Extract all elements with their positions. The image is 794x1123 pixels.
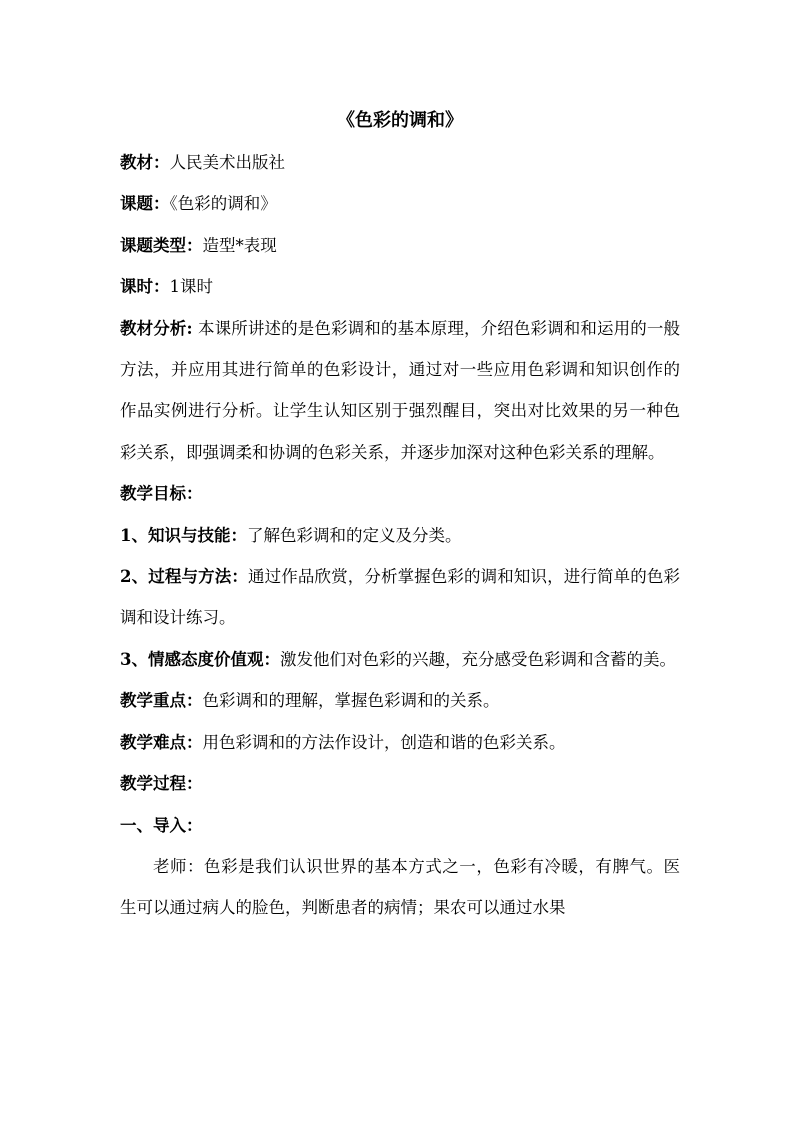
field-label: 教材： — [120, 153, 170, 172]
objective-text: 通过作品欣赏，分析掌握色彩的调和知识，进行简单的色彩调和设计练习。 — [120, 567, 681, 628]
field-class-hours — [120, 266, 680, 307]
analysis-label: 教材分析: — [120, 318, 193, 338]
objective-item — [120, 556, 680, 639]
objective-label: 3、情感态度价值观： — [120, 649, 280, 669]
objective-item — [120, 515, 680, 556]
difficulty-label: 教学难点： — [120, 732, 203, 752]
objective-text: 激发他们对色彩的兴趣，充分感受色彩调和含蓄的美。 — [279, 649, 676, 669]
field-value: 人民美术出版社 — [169, 153, 285, 172]
teaching-difficulty — [120, 722, 680, 763]
field-label: 课题类型： — [120, 235, 203, 255]
objective-label: 1、知识与技能： — [120, 525, 247, 545]
document-content — [120, 100, 680, 929]
process-heading: 教学过程： — [120, 774, 203, 794]
field-value: 造型*表现 — [202, 235, 277, 255]
teaching-key-point — [120, 680, 680, 721]
field-topic — [120, 183, 680, 224]
section-1-text: 老师：色彩是我们认识世界的基本方式之一，色彩有冷暖，有脾气。医生可以通过病人的脸色，判断患者的病情；果农可以通过水果 — [120, 856, 680, 918]
field-label: 课时： — [120, 277, 170, 297]
difficulty-text: 用色彩调和的方法作设计，创造和谐的色彩关系。 — [202, 732, 566, 752]
key-point-label: 教学重点： — [120, 691, 203, 711]
field-value: 《色彩的调和》 — [169, 194, 277, 214]
field-topic-type — [120, 225, 680, 266]
objective-label: 2、过程与方法： — [120, 567, 248, 587]
field-value: 1课时 — [169, 277, 213, 297]
field-label: 课题： — [120, 194, 170, 214]
section-1-heading: 一、导入： — [120, 815, 203, 835]
textbook-analysis — [120, 308, 680, 474]
objective-item — [120, 639, 680, 680]
key-point-text: 色彩调和的理解，掌握色彩调和的关系。 — [202, 691, 500, 711]
objectives-heading: 教学目标： — [120, 484, 203, 504]
document-title: 《色彩的调和》 — [337, 110, 463, 131]
field-textbook — [120, 142, 680, 183]
objective-text: 了解色彩调和的定义及分类。 — [246, 525, 462, 545]
analysis-text: 本课所讲述的是色彩调和的基本原理，介绍色彩调和和运用的一般方法，并应用其进行简单的色彩设计，通过对一些应用色彩调和知识创作的作品实例进行分析。让学生认知区别于强烈醒目，突出对比效果的另一种色彩关系，即强调柔和协调的色彩关系，并逐步加深对这种色彩关系的理解。 — [120, 318, 681, 462]
